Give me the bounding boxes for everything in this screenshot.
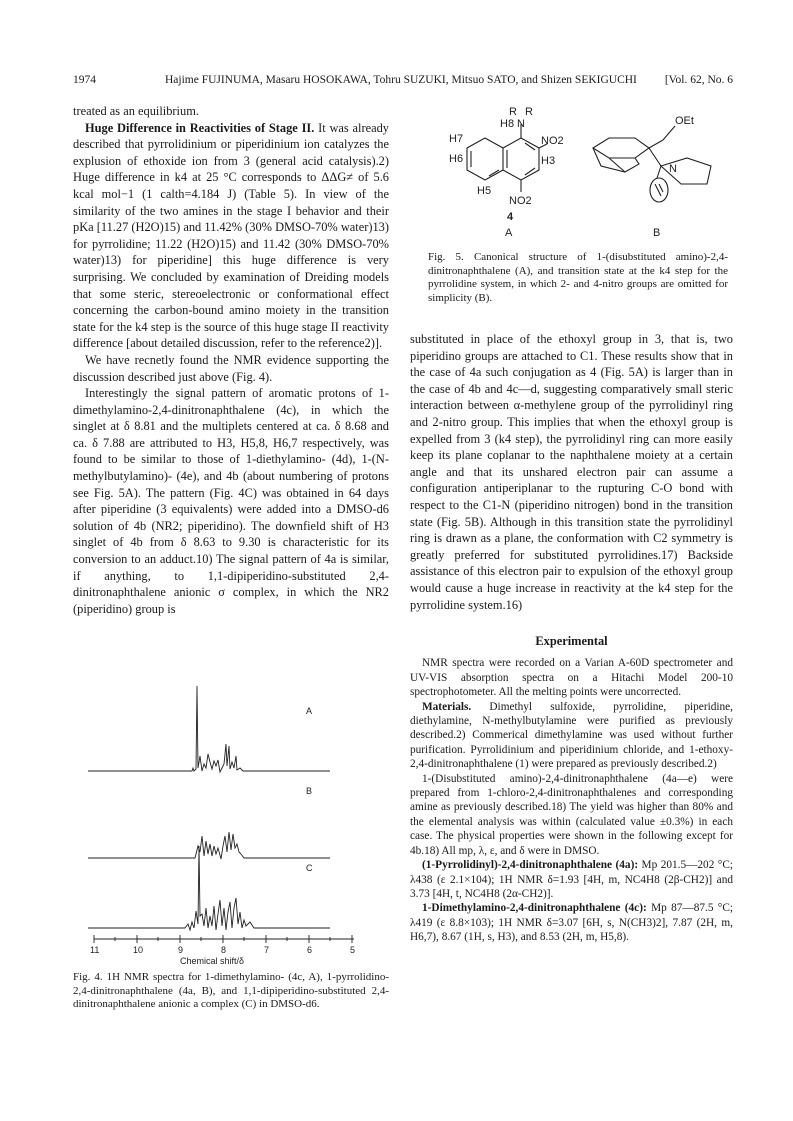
atom-label: H5 — [477, 185, 492, 197]
tick-label: 6 — [307, 945, 313, 955]
run-in-heading: Materials. — [422, 700, 472, 713]
compound-heading: (1-Pyrrolidinyl)-2,4-dinitronaphthalene (4a): — [422, 859, 639, 872]
spectrum-trace-c — [88, 846, 330, 930]
atom-label: N — [669, 163, 677, 175]
ts-ring-fusion — [649, 140, 663, 166]
atom-label: OEt — [675, 115, 694, 127]
paragraph: (1-Pyrrolidinyl)-2,4-dinitronaphthalene (4a): Mp 201.5—202 °C; λ438 (ε 2.1×104); 1H NMR δ=1.93 [4H, m, NC4H8 (2β-CH2)] and 3.73 [4H, t, NC4H8 (2α-CH2)]. — [410, 859, 733, 900]
atom-label: H3 — [541, 155, 556, 167]
atom-label: NO2 — [541, 135, 564, 147]
paragraph: 1-(Disubstituted amino)-2,4-dinitronaphthalene (4a—e) were prepared from 1-chloro-2,4-dinitronaphthalenes and corresponding amine as previously described.18) The yield was higher than 80% and the elemental analysis was within (calculated value ±0.3%) in each case. The physical properties were shown in the following except for 4b.18) All mp, λ, ε, and δ were in DMSO. — [410, 772, 733, 857]
right-column-text — [410, 331, 733, 613]
tick-label: 5 — [350, 945, 356, 955]
section-title: Experimental — [535, 634, 608, 648]
atom-label: H6 — [449, 153, 464, 165]
paragraph: Huge Difference in Reactivities of Stage II. It was already described that pyrrolidinium or piperidinium ion catalyzes the explusion of ethoxide ion from 3 (general acid catalysis).2) Huge difference in k4 at 25 °C corresponds to ΔΔG≠ of 5.6 kcal mol−1 (1 calth=4.184 J) (Table 5). In view of the similarity of the two amines in the stage I behavior and their pKa [11.27 (H2O)15) and 11.42% (30% DMSO-70% water)13) for pyrrolidine; 11.22 (H2O)15) and 11.42 (30% DMSO-70% water)13) for piperidine] this huge difference is very surprising. We concluded by examination of Dreiding models that some steric, stereoelectronic or conformational effect concerning the carbon-bound amino moiety in the transition state for the k4 step is the source of this huge stage II reactivity difference [about detailed discussion, refer to the reference2)]. — [73, 120, 390, 351]
structure-figure — [425, 100, 733, 248]
figure-4-caption: Fig. 4. 1H NMR spectra for 1-dimethylamino- (4c, A), 1-pyrrolidino-2,4-dinitronaphthalene (4a, B), and 1,1-dipiperidino-substituted 2,4-dinitronaphthalene anionic a complex (C) in DMSO-d6. — [73, 971, 389, 1011]
atom-label: NO2 — [509, 195, 532, 207]
spectrum-trace-b — [88, 832, 330, 859]
structure-label-a: A — [505, 227, 513, 239]
volume-info: [Vol. 62, No. 6 — [664, 74, 733, 86]
atom-label: N — [517, 118, 525, 130]
atom-label: H8 — [500, 118, 515, 130]
trace-label-a: A — [306, 706, 313, 716]
paragraph: treated as an equilibrium. — [73, 104, 199, 118]
tick-label: 7 — [264, 945, 270, 955]
compound-heading: 1-Dimethylamino-2,4-dinitronaphthalene (4c): — [422, 902, 647, 915]
axis-label: Chemical shift/δ — [180, 956, 245, 966]
structure-label-b: B — [653, 227, 661, 239]
atom-label: H7 — [449, 133, 464, 145]
paragraph: Materials. Dimethyl sulfoxide, pyrrolidine, piperidine, diethylamine, N-methylbutylamine were purified as previously described.2) Commerical dimethylamine was used without further purification. Pyrrolidinium and piperidinium chloride, and 1-ethoxy-2,4-dinitronaphthalene (1) were prepared as previously described.2) — [410, 700, 733, 771]
tick-label: 9 — [178, 945, 184, 955]
figure-5-caption: Fig. 5. Canonical structure of 1-(disubstituted amino)-2,4-dinitronaphthalene (A), and transition state at the k4 step for the pyrrolidine system, in which 2- and 4-nitro groups are omitted for simplicity (B). — [428, 251, 728, 304]
trace-label-c: C — [306, 863, 313, 873]
paragraph: Interestingly the signal pattern of aromatic protons of 1-dimethylamino-2,4-dinitronaphthalene (4c), in which the singlet at δ 8.81 and the multiplets centered at ca. δ 8.68 and ca. δ 7.88 are attributed to H3, H5,8, H6,7 respectively, was found to be similar to those of 1-diethylamino- (4d), 1-(N-methylbutylamino)- (4e), and 4b (about numbering of protons see Fig. 5A). The pattern (Fig. 4C) was obtained in 64 days after piperidine (3 equivalents) were added into a DMSO-d6 solution of 4b (NR2; piperidino). The downfield shift of H3 singlet of 4b from δ 8.63 to 9.30 is characteristic for its conversion to an adduct.10) The signal pattern of 4a is similar, if anything, to 1,1-dipiperidino-substituted 2,4-dinitronaphthalene anionic σ complex, in which the NR2 (piperidino) group is — [73, 386, 389, 616]
atom-label: R — [525, 106, 533, 118]
tick-label: 10 — [133, 945, 144, 955]
page-number: 1974 — [73, 74, 96, 86]
author-line: Hajime FUJINUMA, Masaru HOSOKAWA, Tohru SUZUKI, Mitsuo SATO, and Shizen SEKIGUCHI — [165, 74, 637, 86]
trace-label-b: B — [306, 786, 313, 796]
tick-label: 8 — [221, 945, 227, 955]
tick-label: 11 — [90, 945, 100, 955]
lone-pair-orbital — [650, 178, 668, 202]
naphthalene-ring-right — [503, 138, 539, 180]
left-column-text — [73, 103, 389, 617]
paragraph: 1-Dimethylamino-2,4-dinitronaphthalene (4c): Mp 87—87.5 °C; λ419 (ε 8.8×103); 1H NMR δ=3.07 [6H, s, N(CH3)2], 7.87 (2H, m, H6,7), 8.67 (1H, s, H3), and 8.53 (2H, m, H5,8). — [410, 902, 733, 944]
atom-label: R — [509, 106, 517, 118]
compound-number: 4 — [507, 211, 514, 223]
section-heading: Huge Difference in Reactivities of Stage II. — [85, 120, 315, 135]
ts-naphthalene — [593, 138, 649, 172]
naphthalene-ring-left — [467, 138, 503, 180]
experimental-section — [410, 634, 733, 945]
nmr-spectra-figure — [80, 676, 380, 966]
spectrum-trace-a — [88, 686, 330, 772]
ts-oet-bond — [663, 126, 675, 140]
paragraph: We have recnetly found the NMR evidence supporting the discussion described just above (Fig. 4). — [73, 352, 389, 384]
paragraph: NMR spectra were recorded on a Varian A-60D spectrometer and UV-VIS absorption spectra on a Hitachi Model 200-10 spectrophotometer. All the melting points were uncorrected. — [410, 657, 733, 699]
paragraph: substituted in place of the ethoxyl group in 3, that is, two piperidino groups are attached to C1. These results show that in the case of 4a such conjugation as 4 (Fig. 5A) is larger than in the case of 4b and 4c—d, suggesting comparatively small steric interaction between α-methylene group of the pyrrolidinyl ring and 2-nitro group. This implies that when the ethoxyl group is expelled from 3 (k4 step), the pyrrolidinyl ring can more easily keep its plane coplanar to the naphthalene moiety at a certain angle and that its unshared electron pair can assume a configuration antiperiplanar to the rupturing C-O bond with respect to the C1-N (piperidino nitrogen) bond in the transition state (Fig. 5B). Although in this transition state the pyrrolidinyl ring is drawn as a plane, the conformation with C2 symmetry is greatly preferred for substituted pyrrolidines.17) Backside assistance of this electron pair to expulsion of the ethoxyl group would cause a huge increase in reactivity at the k4 step for the pyrrolidine system.16) — [410, 332, 733, 612]
